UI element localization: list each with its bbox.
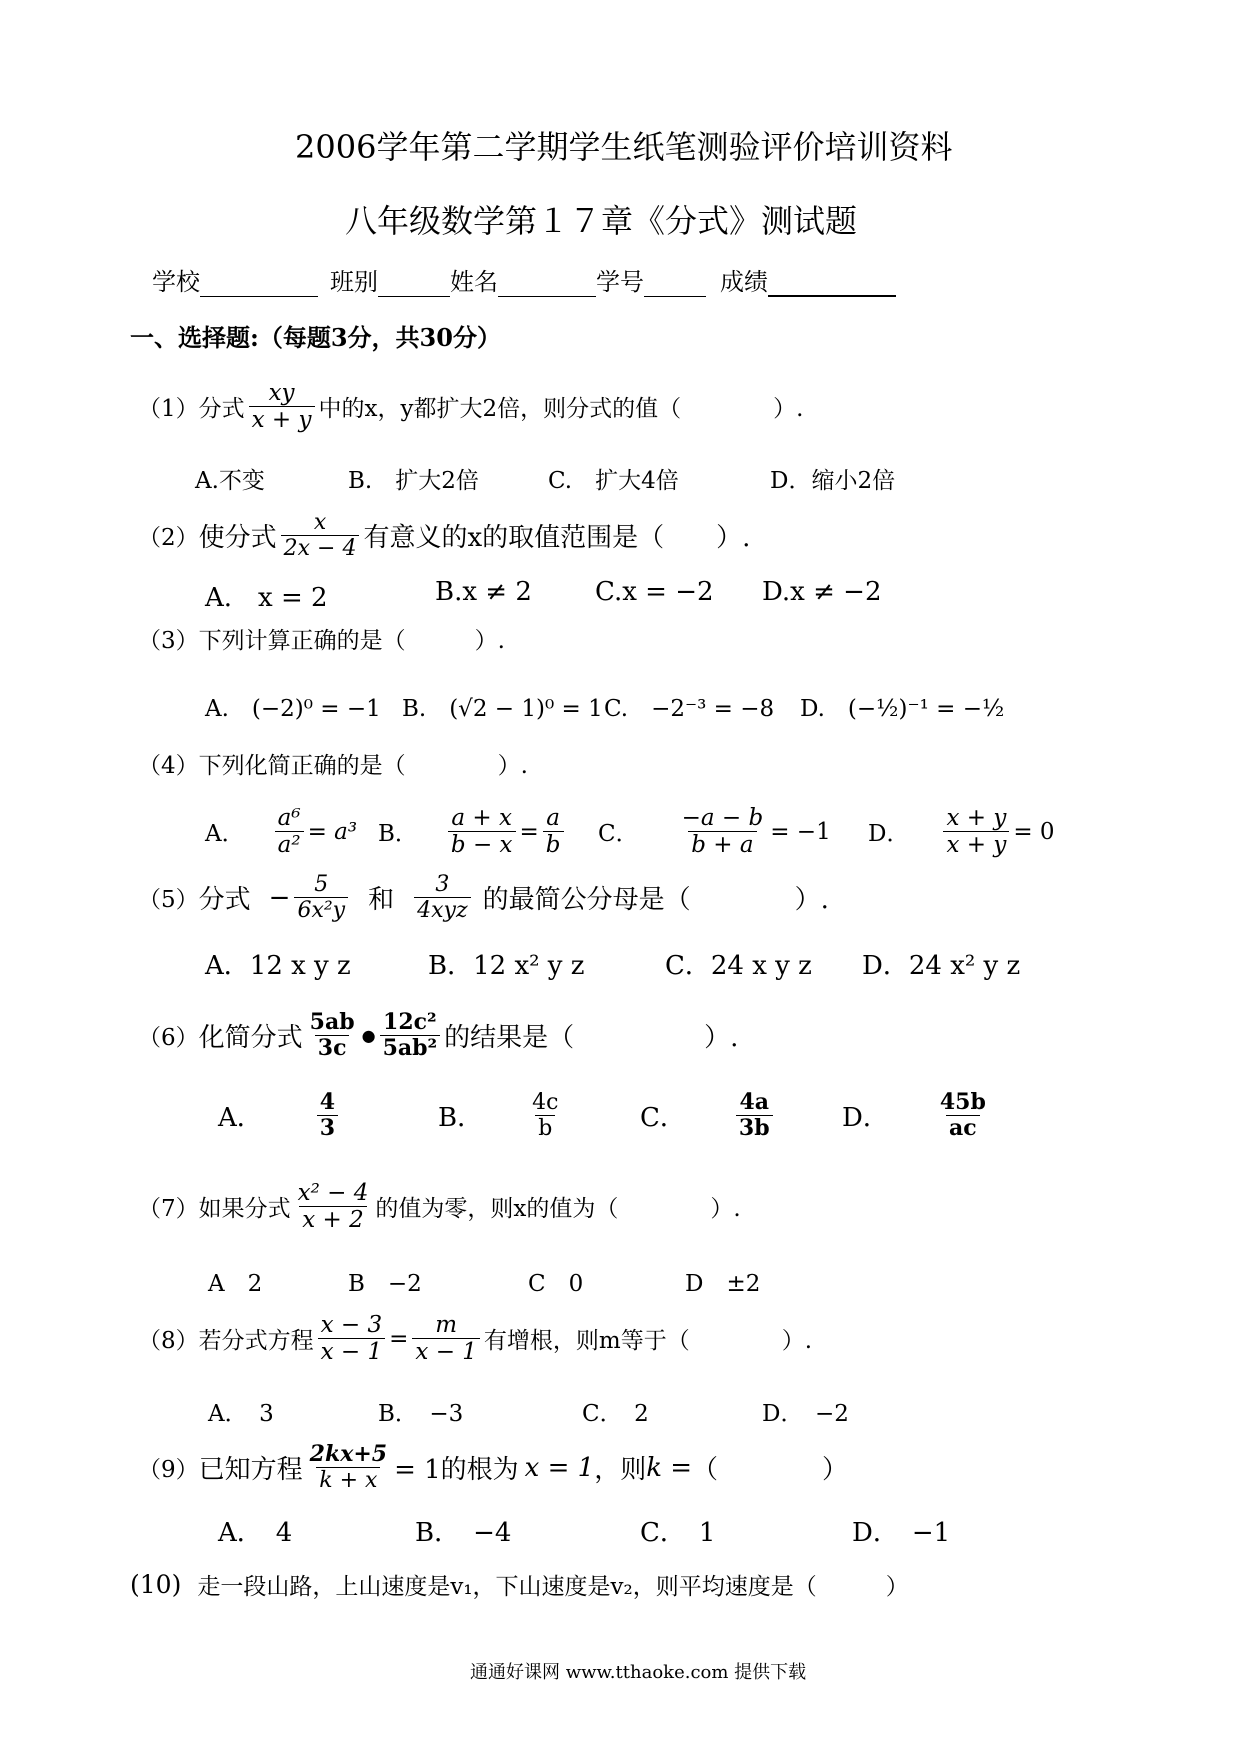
q2-fraction: $\frac{x}{2x - 4}$ — [281, 510, 360, 562]
footer-text: 通通好课网 www.tthaoke.com 提供下载 — [470, 1662, 807, 1683]
q3-option-a[interactable]: A. (−2)⁰ = −1 — [205, 696, 381, 722]
q1-option-c[interactable]: C. 扩大4倍 — [548, 468, 679, 494]
q9-option-d[interactable]: D． −1 — [852, 1518, 951, 1548]
q5-number: （5） — [138, 887, 199, 914]
q6-fraction-1: $\frac{5ab}{3c}$ — [309, 1009, 355, 1062]
q1-fraction: $\frac{xy}{x + y}$ — [249, 380, 315, 434]
school-label: 学校 — [152, 268, 200, 296]
q9-number: （9） — [138, 1457, 199, 1484]
q8-fraction-2: $\frac{m}{x - 1}$ — [412, 1312, 480, 1366]
q8-option-c[interactable]: C． 2 — [582, 1401, 649, 1427]
question-5 — [138, 872, 829, 924]
q8-text-pre: 若分式方程 — [198, 1328, 314, 1355]
q9-text-mid: = 1的根为 — [394, 1455, 519, 1486]
q6-fraction-2: $\frac{\text{12c²}}{\text{5ab²}}$ — [380, 1010, 441, 1062]
q6-option-c[interactable]: C． $\frac{4a}{3b}$ — [640, 1090, 777, 1142]
q4-number: （4） — [138, 753, 199, 779]
q6-option-b[interactable]: B． $\frac{4c}{b}$ — [438, 1090, 559, 1142]
class-label: 班别 — [330, 268, 378, 296]
q7-option-d[interactable]: D ±2 — [685, 1271, 761, 1297]
q9-fraction: $\frac{2kx+5}{k + x}$ — [309, 1441, 388, 1494]
q5-fraction-2: $\frac{3}{\text{4xyz}}$ — [414, 872, 470, 924]
q7-number: （7） — [138, 1196, 199, 1223]
q4-text: 下列化简正确的是（ ）. — [198, 753, 528, 779]
q2-option-d[interactable]: D.x ≠ −2 — [762, 577, 882, 607]
q1-option-d[interactable]: D．缩小2倍 — [770, 468, 896, 494]
q7-option-c[interactable]: C 0 — [528, 1271, 584, 1297]
q6-text-post: 的结果是（ ）. — [444, 1023, 739, 1054]
q2-option-a[interactable]: A. x = 2 — [205, 583, 328, 613]
q6-option-d[interactable]: D． $\frac{45b}{ac}$ — [842, 1089, 986, 1142]
q3-option-b[interactable]: B. (√2 − 1)⁰ = 1 — [402, 696, 603, 722]
q6-text-pre: 化简分式 — [198, 1023, 303, 1054]
q1-option-b[interactable]: B. 扩大2倍 — [348, 468, 479, 494]
q2-option-b[interactable]: B.x ≠ 2 — [435, 577, 532, 607]
q4-option-d[interactable]: D． $\frac{x + y}{x + y}$ = 0 — [868, 805, 1055, 859]
q2-option-c[interactable]: C.x = −2 — [595, 577, 714, 607]
number-blank[interactable] — [644, 272, 706, 297]
q3-text: 下列计算正确的是（ ）. — [198, 628, 505, 654]
q7-text-post: 的值为零，则x的值为（ ）. — [375, 1196, 741, 1223]
school-blank[interactable] — [200, 272, 318, 297]
q10-text: 走一段山路，上山速度是v₁，下山速度是v₂，则平均速度是（ ） — [197, 1574, 909, 1600]
q9-option-b[interactable]: B． −4 — [415, 1518, 512, 1548]
q7-option-a[interactable]: A 2 — [208, 1271, 263, 1297]
q9-text-post: ，则 — [594, 1455, 647, 1486]
q5-and: 和 — [368, 885, 395, 916]
name-label: 姓名 — [450, 268, 498, 296]
score-label: 成绩 — [720, 268, 768, 296]
question-7 — [138, 1180, 741, 1234]
q7-option-b[interactable]: B −2 — [348, 1271, 422, 1297]
q5-option-b[interactable]: B．12 x² y z — [428, 951, 585, 981]
section-heading: 一、选择题:（每题3分，共30分） — [130, 323, 501, 352]
q8-option-d[interactable]: D． −2 — [762, 1401, 849, 1427]
q1-text-pre: 分式 — [198, 396, 245, 423]
q3-option-c[interactable]: C. −2⁻³ = −8 — [604, 696, 775, 722]
question-2 — [138, 510, 750, 562]
q4-option-a[interactable]: A． $\frac{\text{a⁶}}{\text{a²}}$ = a³ — [205, 805, 358, 859]
q6-option-a[interactable]: A． $\frac{4}{3}$ — [218, 1090, 342, 1142]
q3-option-d[interactable]: D. (−½)⁻¹ = −½ — [800, 696, 1005, 722]
q9-option-a[interactable]: A． 4 — [218, 1518, 293, 1548]
question-9 — [138, 1442, 848, 1494]
q5-fraction-1: $\frac{5}{\text{6x²y}}$ — [294, 872, 348, 924]
class-blank[interactable] — [378, 272, 450, 297]
q9-root: x = 1 — [524, 1452, 595, 1483]
question-6 — [138, 1010, 738, 1062]
q8-option-a[interactable]: A． 3 — [208, 1401, 274, 1427]
q9-k: k = — [646, 1452, 693, 1483]
question-8 — [138, 1312, 812, 1366]
q8-option-b[interactable]: B． −3 — [378, 1401, 464, 1427]
name-blank[interactable] — [498, 272, 596, 297]
q9-text-pre: 已知方程 — [198, 1455, 303, 1486]
question-1 — [138, 380, 803, 434]
q3-number: （3） — [138, 628, 199, 654]
q4-option-c[interactable]: C． $\frac{-a - b}{b + a}$ = −1 — [598, 805, 831, 859]
q2-number: （2） — [138, 525, 199, 552]
q5-option-c[interactable]: C．24 x y z — [665, 951, 812, 981]
q1-text-post: 中的x，y都扩大2倍，则分式的值（ ）. — [318, 396, 804, 423]
question-4 — [138, 747, 528, 780]
q5-option-d[interactable]: D．24 x² y z — [862, 951, 1021, 981]
q7-fraction: $\frac{\text{x² − 4}}{x + 2}$ — [297, 1180, 369, 1234]
q10-number: (10) — [130, 1570, 182, 1599]
question-10 — [130, 1568, 909, 1601]
q4-option-b[interactable]: B． $\frac{a + x}{b - x}$ = $\frac{a}{b}$ — [378, 805, 568, 859]
q8-fraction-1: $\frac{x - 3}{x - 1}$ — [318, 1312, 386, 1366]
q6-number: （6） — [138, 1025, 199, 1052]
q7-text-pre: 如果分式 — [198, 1196, 291, 1223]
q2-text-pre: 使分式 — [198, 523, 277, 554]
q2-text-post: 有意义的x的取值范围是（ ）. — [363, 523, 751, 554]
q5-minus: − — [268, 882, 291, 913]
q1-number: （1） — [138, 396, 199, 423]
q6-dot: ● — [361, 1026, 376, 1046]
q5-text-pre: 分式 — [198, 885, 251, 916]
q5-text-post: 的最简公分母是（ ）. — [482, 885, 829, 916]
student-info — [152, 262, 896, 297]
question-3 — [138, 622, 505, 655]
q1-option-a[interactable]: A.不变 — [195, 468, 265, 494]
number-label: 学号 — [596, 268, 644, 296]
doc-title: 2006学年第二学期学生纸笔测验评价培训资料 — [295, 128, 953, 166]
score-blank[interactable] — [768, 271, 896, 297]
q8-equals: = — [389, 1325, 409, 1352]
q9-option-c[interactable]: C． 1 — [640, 1518, 716, 1548]
q9-paren: （ ） — [692, 1455, 849, 1486]
q8-number: （8） — [138, 1328, 199, 1355]
q8-text-post: 有增根，则m等于（ ）. — [483, 1328, 813, 1355]
q5-option-a[interactable]: A．12 x y z — [205, 951, 351, 981]
doc-subtitle: 八年级数学第１７章《分式》测试题 — [345, 202, 858, 240]
